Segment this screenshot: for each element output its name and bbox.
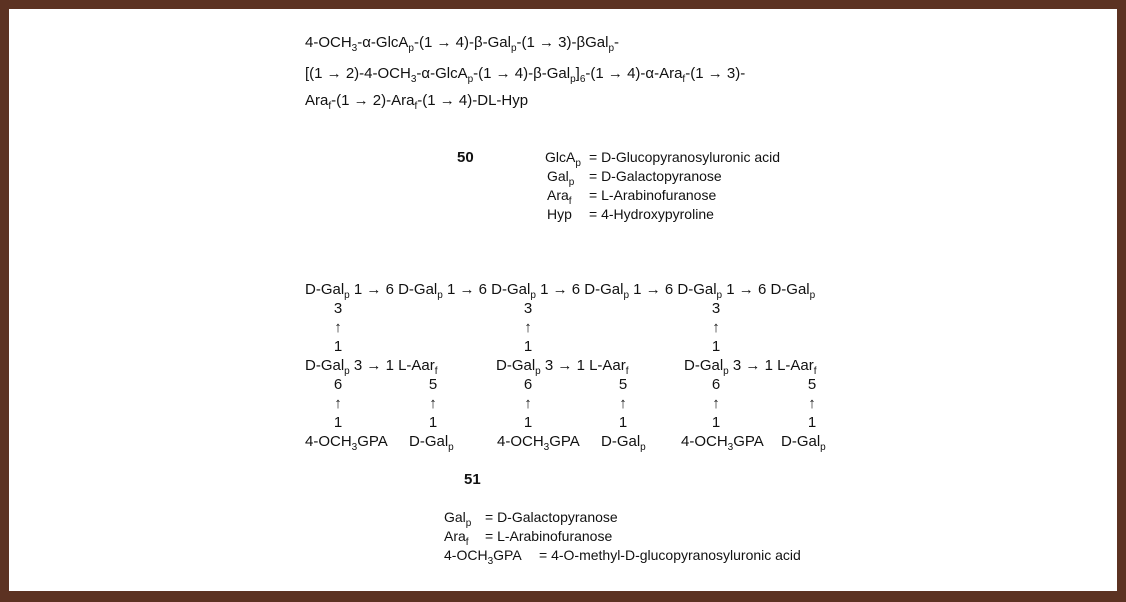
legend-50-abbr-2: Gal$_p$ — [547, 168, 575, 188]
legend-51-def-3: = 4-O-methyl-D-glucopyranosyluronic acid — [539, 547, 801, 563]
upper-link-2-arrow: ↑ — [524, 319, 532, 336]
document-page — [9, 9, 1117, 591]
lower-link-1b-position-5: 5 — [428, 376, 438, 393]
lower-link-2a-position-6: 6 — [523, 376, 533, 393]
lower-link-3b-arrow: ↑ — [808, 395, 816, 412]
structure-50-line-2: $[(1 \to 2)-4-OCH_3-\alpha-GlcA_p-(1 \to 4)-\beta-Gal_p]_6-(1 \to 4)-\alpha-Ara_f-(1 \to 3)-$ — [305, 65, 746, 85]
legend-50-def-1: = D-Glucopyranosyluronic acid — [589, 149, 781, 165]
legend-51-abbr-2: Ara$_f$ — [444, 528, 469, 548]
lower-link-3b-position-1: 1 — [807, 414, 817, 431]
compound-number-50: 50 — [457, 149, 474, 166]
lower-link-2a-arrow: ↑ — [524, 395, 532, 412]
legend-50-abbr-4: Hyp — [547, 206, 572, 222]
upper-link-1-position-3: 3 — [333, 300, 343, 317]
legend-50-def-4: = 4-Hydroxypyroline — [589, 206, 714, 222]
terminal-gal-3: D-Gal$_p$ — [781, 433, 826, 453]
lower-link-2b-arrow: ↑ — [619, 395, 627, 412]
lower-link-3b-position-5: 5 — [807, 376, 817, 393]
lower-link-1a-position-6: 6 — [333, 376, 343, 393]
legend-51-abbr-1: Gal$_p$ — [444, 509, 472, 529]
upper-link-3-arrow: ↑ — [712, 319, 720, 336]
terminal-gal-1: D-Gal$_p$ — [409, 433, 454, 453]
upper-link-3-position-3: 3 — [711, 300, 721, 317]
compound-number-51: 51 — [464, 471, 481, 488]
lower-link-2b-position-5: 5 — [618, 376, 628, 393]
legend-51-def-1: = D-Galactopyranose — [485, 509, 618, 525]
structure-50-line-1: $4-OCH_3-\alpha-GlcA_p-(1 \to 4)-\beta-Gal_p-(1 \to 3)-\beta Gal_p-$ — [305, 34, 620, 54]
upper-link-2-position-3: 3 — [523, 300, 533, 317]
lower-link-3a-arrow: ↑ — [712, 395, 720, 412]
structure-50-line-3: Ara$_f$-(1 → 2)-Ara$_f$-(1 → 4)-DL-Hyp — [305, 92, 529, 112]
lower-link-3a-position-1: 1 — [711, 414, 721, 431]
terminal-gpa-3: $4-OCH_3GPA$ — [681, 433, 764, 453]
legend-51-abbr-3: $4-OCH_3GPA$ — [444, 547, 522, 567]
branch-2: D-Gal$_p$ 3 → 1 L-Aar$_f$ — [496, 357, 629, 377]
lower-link-1a-arrow: ↑ — [334, 395, 342, 412]
branch-1: D-Gal$_p$ 3 → 1 L-Aar$_f$ — [305, 357, 438, 377]
legend-50-abbr-1: GlcA$_p$ — [545, 149, 581, 169]
upper-link-3-position-1: 1 — [711, 338, 721, 355]
lower-link-3a-position-6: 6 — [711, 376, 721, 393]
lower-link-1b-position-1: 1 — [428, 414, 438, 431]
lower-link-2b-position-1: 1 — [618, 414, 628, 431]
upper-link-2-position-1: 1 — [523, 338, 533, 355]
terminal-gpa-1: $4-OCH_3GPA$ — [305, 433, 388, 453]
upper-link-1-position-1: 1 — [333, 338, 343, 355]
terminal-gpa-2: $4-OCH_3GPA$ — [497, 433, 580, 453]
structure-51-backbone: D-Gal$_p$ 1 → 6 D-Gal$_p$ 1 → 6 D-Gal$_p$ 1 → 6 D-Gal$_p$ 1 → 6 D-Gal$_p$ 1 → 6 D-Gal$_p$ — [305, 281, 816, 301]
legend-50-def-2: = D-Galactopyranose — [589, 168, 722, 184]
lower-link-1a-position-1: 1 — [333, 414, 343, 431]
branch-3: D-Gal$_p$ 3 → 1 L-Aar$_f$ — [684, 357, 817, 377]
lower-link-2a-position-1: 1 — [523, 414, 533, 431]
legend-50-abbr-3: Ara$_f$ — [547, 187, 572, 207]
terminal-gal-2: D-Gal$_p$ — [601, 433, 646, 453]
upper-link-1-arrow: ↑ — [334, 319, 342, 336]
legend-51-def-2: = L-Arabinofuranose — [485, 528, 613, 544]
legend-50-def-3: = L-Arabinofuranose — [589, 187, 717, 203]
lower-link-1b-arrow: ↑ — [429, 395, 437, 412]
